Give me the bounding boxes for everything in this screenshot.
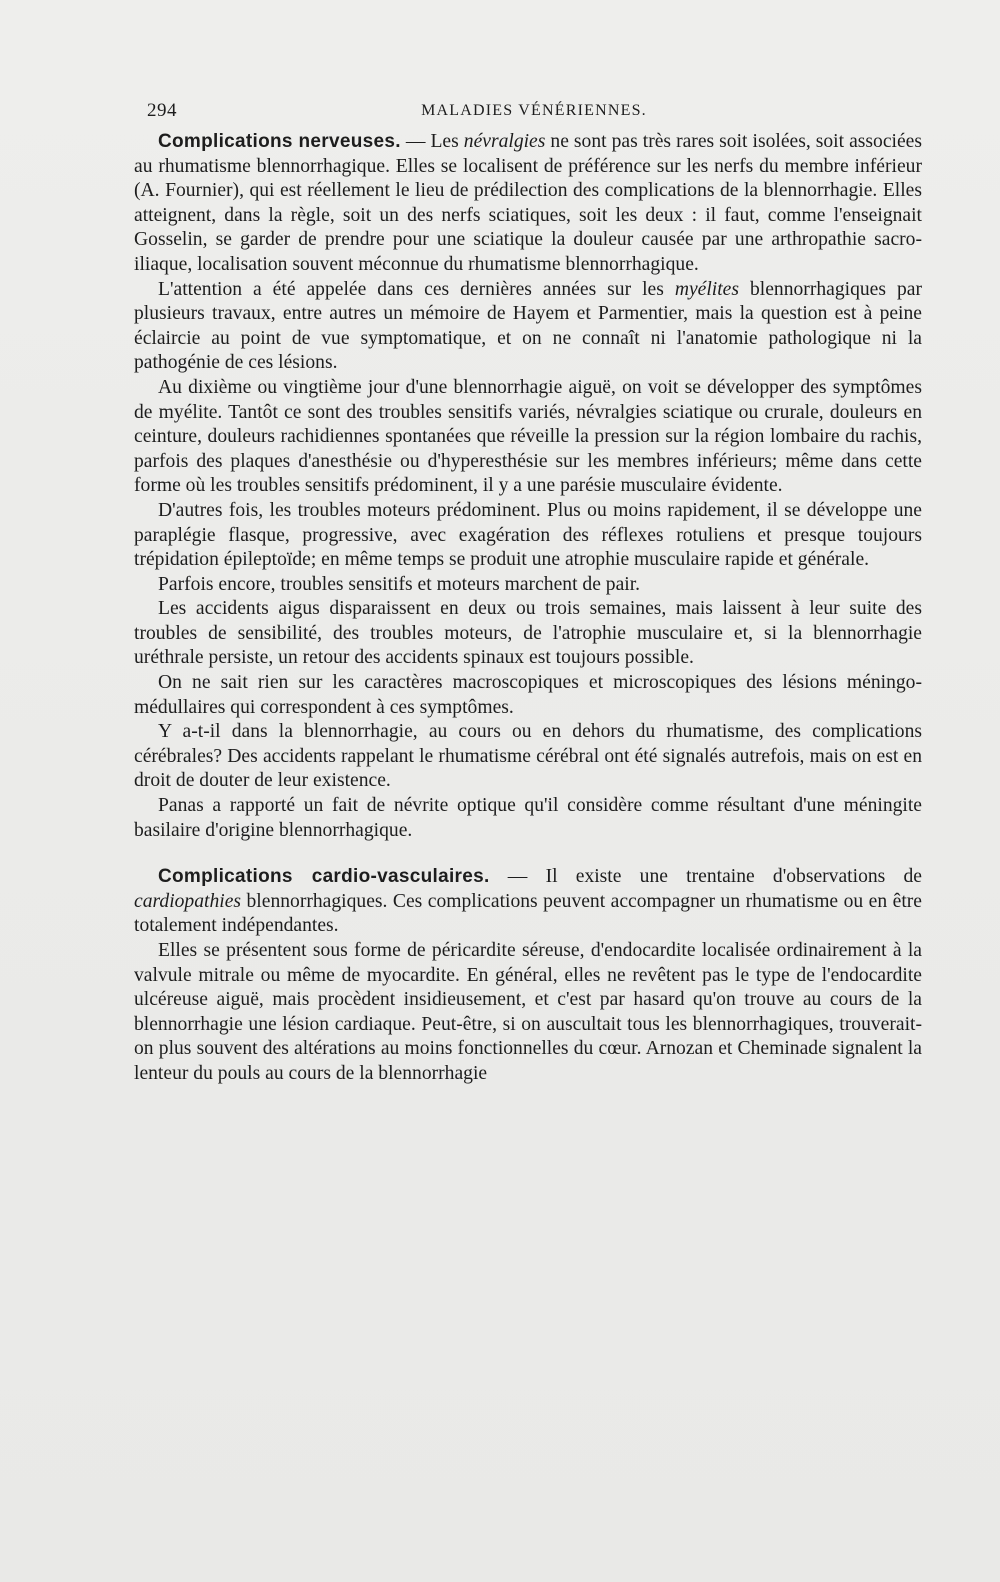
italic-term: cardiopathies: [134, 890, 242, 912]
text-run: blennorrhagiques par plusieurs travaux, entre autres un mémoire de Hayem et Parmentier, mais la question est à peine éclaircie au point de vue symptomatique, et on ne connaît ni l'anatomie pathologique ni la pathogénie de ces lésions.: [134, 278, 922, 374]
paragraph: [134, 865, 922, 939]
text-run: ne sont pas très rares soit isolées, soit associées au rhumatisme blennorrhagique. Elles se localisent de préférence sur les nerfs du membre inférieur (A. Fournier), qui est réellement le lieu de prédilection des complications de la blennorrhagie. Elles atteignent, dans la règle, soit un des nerfs sciatiques, soit les deux : il faut, comme l'enseignait Gosselin, se garder de prendre pour une sciatique la douleur causée par une arthropathie sacro-iliaque, localisation souvent méconnue du rhumatisme blennorrhagique.: [134, 131, 922, 275]
paragraph: On ne sait rien sur les caractères macroscopiques et microscopiques des lésions méningo-médullaires qui correspondent à ces symptômes.: [134, 672, 922, 718]
running-title: MALADIES VÉNÉRIENNES.: [421, 102, 647, 119]
text-run: — Les: [400, 131, 464, 152]
paragraph: Les accidents aigus disparaissent en deux ou trois semaines, mais laissent à leur suite des troubles de sensibilité, des troubles moteurs, de l'atrophie musculaire et, si la blennorrhagie uréthrale persiste, un retour des accidents spinaux est toujours possible.: [134, 598, 922, 669]
text-run: L'attention a été appelée dans ces dernières années sur les: [158, 278, 675, 300]
paragraph: [134, 130, 922, 278]
body-text: [134, 130, 922, 1087]
section-heading-nerveuses: Complications nerveuses.: [158, 131, 401, 152]
italic-term: myélites: [674, 278, 740, 300]
paragraph: Elles se présentent sous forme de péricardite séreuse, d'endocardite localisée ordinairement à la valvule mitrale ou même de myocardite. En général, elles ne revêtent pas le type de l'endocardite ulcéreuse aiguë, mais procèdent insidieusement, et c'est par hasard qu'on trouve au cours de la blennorrhagie une lésion cardiaque. Peut-être, si on auscultait tous les blennorrhagiques, trouverait-on plus souvent des altérations au moins fonctionnelles du cœur. Arnozan et Cheminade signalent la lenteur du pouls au cours de la blennorrhagie: [134, 940, 922, 1084]
paragraph: Y a-t-il dans la blennorrhagie, au cours ou en dehors du rhumatisme, des complications cérébrales? Des accidents rappelant le rhumatisme cérébral ont été signalés autrefois, mais on est en droit de douter de leur existence.: [134, 721, 922, 792]
paragraph: [134, 278, 922, 376]
page-header: [147, 100, 921, 124]
section-heading-cardio-vasculaires: Complications cardio-vasculaires.: [158, 866, 490, 888]
paragraph: Parfois encore, troubles sensitifs et moteurs marchent de pair.: [158, 573, 641, 595]
text-run: blennorrhagiques. Ces complications peuvent accompagner un rhumatisme ou en être totalement indépendantes.: [134, 890, 922, 937]
page-number: 294: [147, 100, 177, 121]
italic-term: névralgies: [463, 131, 546, 152]
paragraph: D'autres fois, les troubles moteurs prédominent. Plus ou moins rapidement, il se développe une paraplégie flasque, progressive, avec exagération des réflexes rotuliens et presque toujours trépidation épileptoïde; en même temps se produit une atrophie musculaire rapide et générale.: [134, 499, 922, 571]
text-run: — Il existe une trentaine d'observations de: [489, 866, 922, 888]
paragraph: Au dixième ou vingtième jour d'une blennorrhagie aiguë, on voit se développer des symptômes de myélite. Tantôt ce sont des troubles sensitifs variés, névralgies sciatique ou crurale, douleurs en ceinture, douleurs rachidiennes spontanées que réveille la pression sur la région lombaire du rachis, parfois des plaques d'anesthésie ou d'hyperesthésie sur les membres inférieurs; même dans cette forme où les troubles sensitifs prédominent, il y a une parésie musculaire évidente.: [134, 376, 922, 497]
paragraph: Panas a rapporté un fait de névrite optique qu'il considère comme résultant d'une méningite basilaire d'origine blennorrhagique.: [134, 795, 922, 841]
